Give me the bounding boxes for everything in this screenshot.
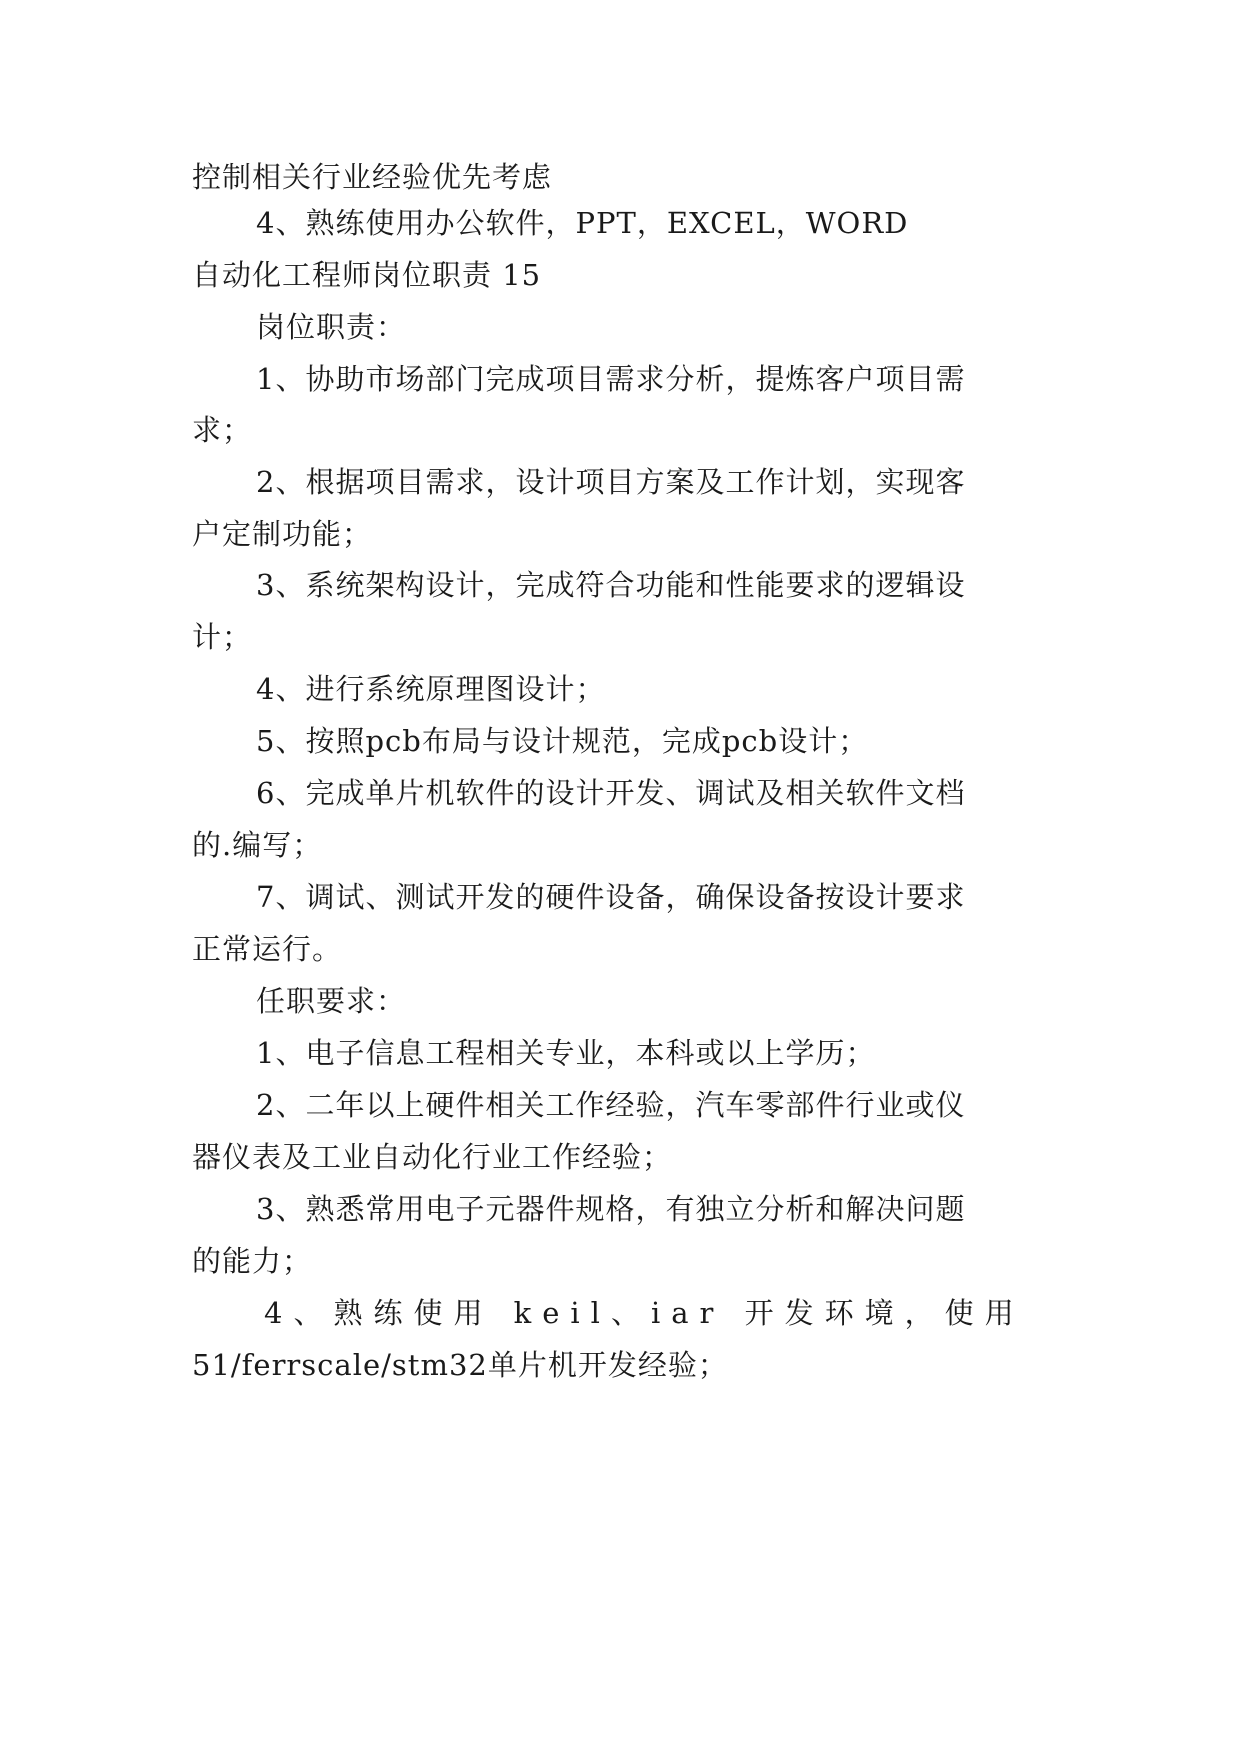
text-line-2: 4、熟练使用办公软件，PPT，EXCEL，WORD: [256, 206, 909, 240]
duty-item-7: 7、调试、测试开发的硬件设备，确保设备按设计要求: [256, 880, 966, 914]
duty-item-2-cont: 户定制功能；: [192, 517, 373, 551]
req-item-2: 2、二年以上硬件相关工作经验，汽车零部件行业或仪: [256, 1088, 966, 1122]
duty-item-3-cont: 计；: [192, 620, 253, 654]
duty-item-1-cont: 求；: [192, 413, 253, 447]
req-item-4-cont: 51/ferrscale/stm32单片机开发经验；: [192, 1348, 728, 1382]
req-item-2-cont: 器仪表及工业自动化行业工作经验；: [192, 1140, 673, 1174]
duty-item-6: 6、完成单片机软件的设计开发、调试及相关软件文档: [256, 776, 966, 810]
duty-item-1: 1、协助市场部门完成项目需求分析，提炼客户项目需: [256, 362, 966, 396]
req-item-4: 4、熟练使用 keil、iar 开发环境，使用: [264, 1296, 1025, 1330]
req-item-1: 1、电子信息工程相关专业，本科或以上学历；: [256, 1036, 876, 1070]
heading-duties: 岗位职责：: [256, 310, 407, 344]
req-item-3-cont: 的能力；: [192, 1244, 313, 1278]
heading-requirements: 任职要求：: [256, 984, 407, 1018]
text-line-1: 控制相关行业经验优先考虑: [192, 160, 553, 194]
duty-item-2: 2、根据项目需求，设计项目方案及工作计划，实现客: [256, 465, 966, 499]
section-title: 自动化工程师岗位职责 15: [192, 258, 542, 292]
duty-item-3: 3、系统架构设计，完成符合功能和性能要求的逻辑设: [256, 568, 966, 602]
req-item-3: 3、熟悉常用电子元器件规格，有独立分析和解决问题: [256, 1192, 966, 1226]
duty-item-7-cont: 正常运行。: [192, 932, 343, 966]
duty-item-6-cont: 的.编写；: [192, 828, 323, 862]
duty-item-4: 4、进行系统原理图设计；: [256, 672, 606, 706]
duty-item-5: 5、按照pcb布局与设计规范，完成pcb设计；: [256, 724, 869, 758]
